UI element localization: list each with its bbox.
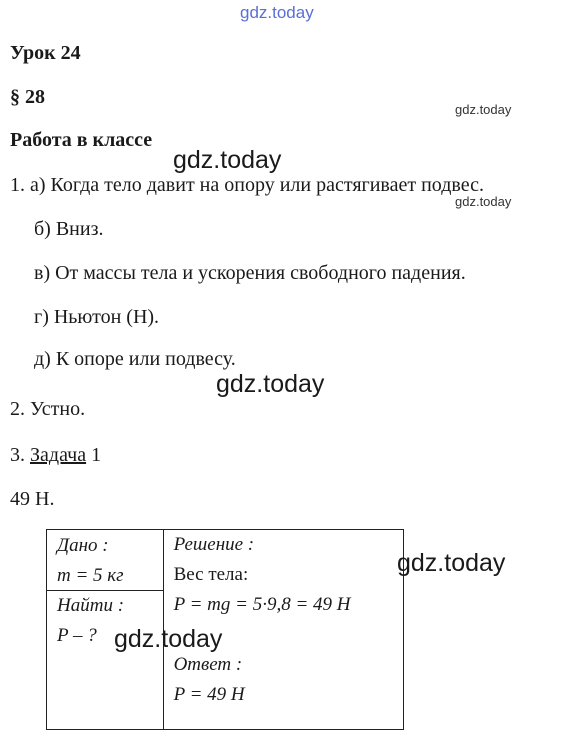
find-label: Найти : [57,595,125,616]
lesson-title: Урок 24 [10,42,81,64]
watermark-large-3: gdz.today [397,549,506,577]
solution-line-2: P = mg = 5·9,8 = 49 Н [173,594,351,615]
answer-label: Ответ : [173,654,243,675]
task-word: Задача [30,444,87,466]
given-cell [47,530,164,591]
solution-line-1: Вес тела: [173,564,249,585]
answer-1c: в) От массы тела и ускорения свободного падения. [34,262,466,284]
solution-label: Решение : [173,534,255,555]
answer-1e: д) К опоре или подвесу. [34,348,236,370]
answer-3 [10,444,101,467]
result-value: 49 Н. [10,488,55,510]
find-value: P – ? [57,625,97,646]
classwork-heading: Работа в классе [10,129,153,151]
answer-3-number: 3. [10,444,25,466]
answer-2: 2. Устно. [10,398,86,420]
watermark-top: gdz.today [240,3,314,22]
section-number: § 28 [10,86,45,108]
find-cell [47,591,164,730]
given-label: Дано : [57,535,109,556]
watermark-small-2: gdz.today [455,194,512,209]
answer-value: P = 49 Н [173,684,245,705]
task-number: 1 [91,444,102,466]
watermark-large-2: gdz.today [216,370,325,398]
solution-table [46,529,404,730]
given-value: m = 5 кг [57,565,124,586]
answer-1b: б) Вниз. [34,218,104,240]
answer-1a: 1. а) Когда тело давит на опору или растягивает подвес. [10,174,484,196]
watermark-small-1: gdz.today [455,102,512,117]
watermark-large-4: gdz.today [114,625,223,653]
answer-1d: г) Ньютон (Н). [34,306,160,328]
watermark-large-1: gdz.today [173,146,282,174]
